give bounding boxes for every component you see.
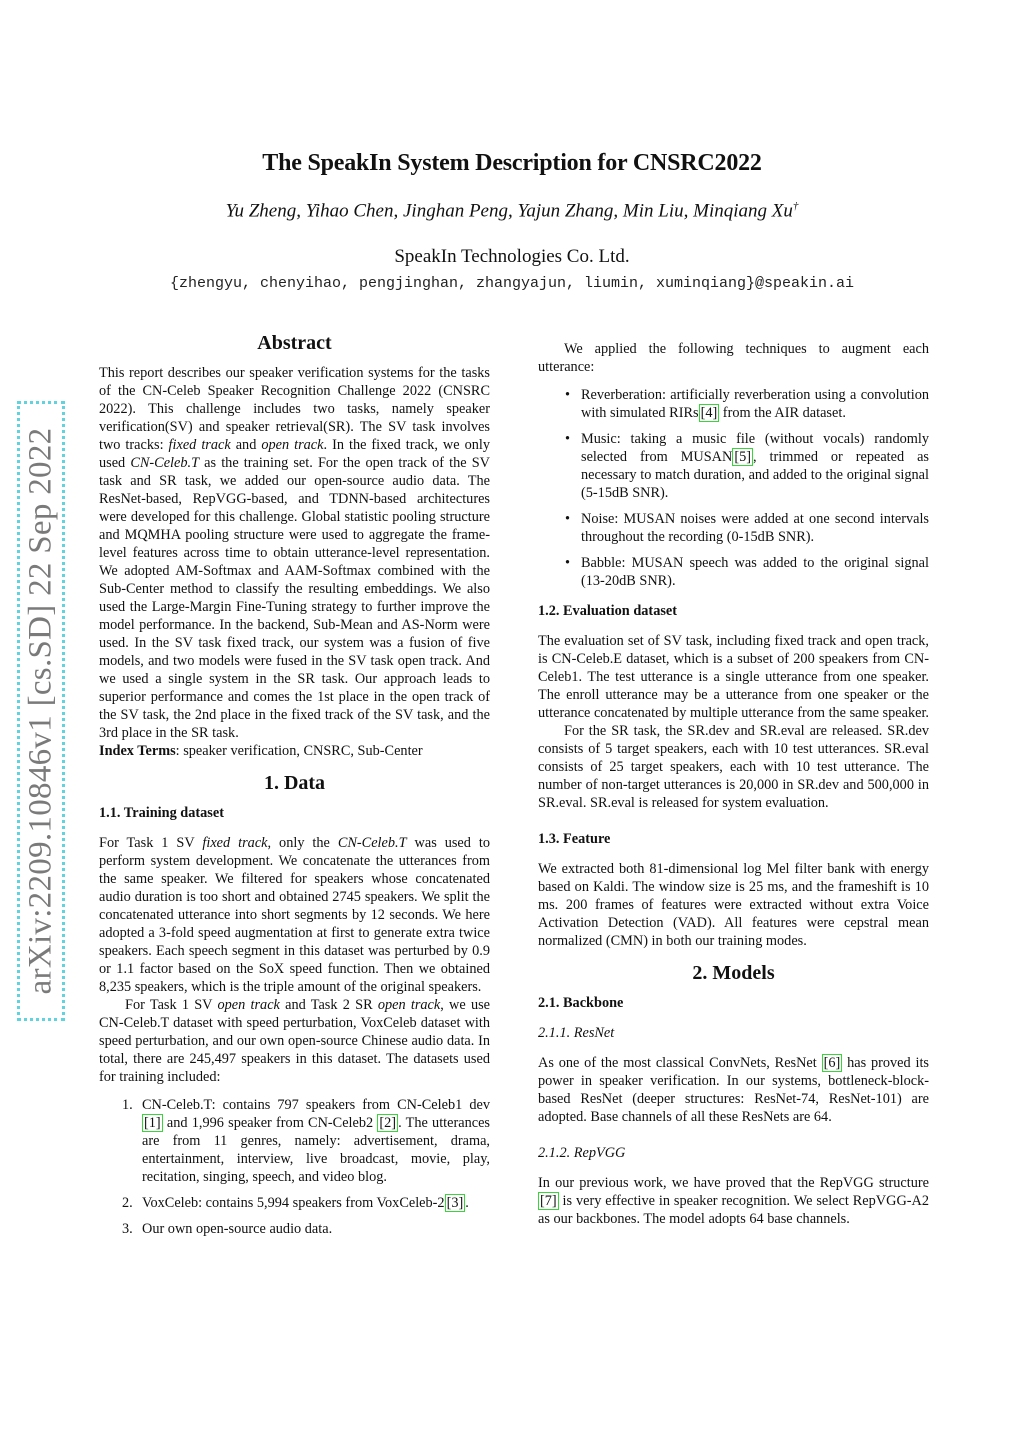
arxiv-stamp[interactable] (17, 401, 65, 1021)
list-item: 2. VoxCeleb: contains 5,994 speakers from VoxCeleb-2 [3] . (122, 1195, 469, 1211)
list-item: 3. Our own open-source audio data. (122, 1221, 333, 1237)
augmentation-list (538, 386, 929, 590)
abstract-heading: Abstract (257, 332, 332, 354)
evaluation-paragraph-2: For the SR task, the SR.dev and SR.eval are released. SR.dev consists of 5 target speakers, each with 10 test utterances. SR.eval consists of 25 target speakers, each with 10 test utterance. The number of non-target utterances is 20,000 in SR.dev and 500,000 in SR.eval. SR.eval is released for system evaluation. (538, 723, 929, 811)
citation-link[interactable]: [4] (700, 405, 718, 421)
subsection-heading-backbone: 2.1. Backbone (538, 995, 624, 1011)
subsection-heading-training: 1.1. Training dataset (99, 805, 224, 821)
list-item: • Reverberation: artificially reverberation using a convolution with simulated RIRs [4] from the AIR dataset. (581, 386, 929, 422)
section-heading-data: 1. Data (263, 772, 326, 794)
subsection-heading-feature: 1.3. Feature (538, 831, 611, 847)
email-list: {zhengyu, chenyihao, pengjinghan, zhangyajun, liumin, xuminqiang}@speakin.ai (169, 275, 855, 292)
augmentation-intro: We applied the following techniques to augment each utterance: (538, 341, 929, 375)
abstract-text: This report describes our speaker verification systems for the tasks of the CN-Celeb Speaker Recognition Challenge 2022 (CNSRC 2022). This challenge includes two tasks, namely speaker verification(SV) and speaker retrieval(SR). The SV task involves two tracks: fixed track and open track. In the fixed track, we only used CN-Celeb.T as the training set. For the open track of the SV task and SR task, we added our open-source audio data. The ResNet-based, RepVGG-based, and TDNN-based architectures were developed for this challenge. Global statistic pooling structure and MQMHA pooling structure were used to aggregate the frame-level features across time to obtain utterance-level representation. We adopted AM-Softmax and AAM-Softmax combined with the Sub-Center method to classify the resulting embeddings. We also used the Large-Margin Fine-Tuning strategy to further improve the model performance. In the backend, Sub-Mean and AS-Norm were used. In the SV task fixed track, our system was a fusion of five models, and two models were fused in the SV task open track. And we used a single system in the SR task. Our approach leads to superior performance and comes the 1st place in the open track of the SV task, the 2nd place in the fixed track of the SV task, and the 3rd place in the SR task. (99, 365, 491, 741)
citation-link[interactable]: [5] (734, 449, 752, 465)
section-heading-models: 2. Models (692, 962, 775, 984)
citation-link[interactable]: [2] (379, 1115, 397, 1131)
paper-title: The SpeakIn System Description for CNSRC2022 (262, 150, 762, 176)
citation-link[interactable]: [6] (823, 1055, 841, 1071)
author-names: Yu Zheng, Yihao Chen, Jinghan Peng, Yajun Zhang, Min Liu, Minqiang Xu (225, 200, 793, 222)
subsection-heading-evaluation: 1.2. Evaluation dataset (538, 603, 678, 619)
right-column (538, 340, 929, 1228)
arxiv-stamp-text[interactable]: arXiv:2209.10846v1 [cs.SD] 22 Sep 2022 (22, 427, 59, 995)
citation-link[interactable]: [1] (144, 1115, 161, 1131)
feature-paragraph: We extracted both 81-dimensional log Mel filter bank with energy based on Kaldi. The window size is 25 ms, and the frameshift is 10 ms. 200 frames of features were extracted without extra Voice Activation Detection (VAD). All features were cepstral mean normalized (CMN) in both our training modes. (538, 861, 929, 949)
training-paragraph-1: For Task 1 SV fixed track, only the CN-Celeb.T was used to perform system development. We concatenate the utterances from the same speaker. We filtered for speakers whose concatenated audio duration is too short and obtained 2745 speakers. We split the concatenated utterance into short segments by 12 seconds. We here adopted a 3-fold speed augmentation at first to generate extra twice speakers. Each speech segment in this dataset was perturbed by 0.9 or 1.1 factor based on the SoX speed function. Then we obtained 8,235 speakers, which is the triple amount of the original speakers. (99, 835, 490, 995)
author-mark: † (792, 200, 799, 212)
list-item: 1. CN-Celeb.T: contains 797 speakers from CN-Celeb1 dev [1] and 1,996 speaker from CN-Celeb2 [2] . The utterances are from 11 genres, namely: advertisement, drama, entertainment, interview, live broadcast, movie, play, recitation, singing, speech, and video blog. (122, 1097, 490, 1185)
evaluation-paragraph-1: The evaluation set of SV task, including fixed track and open track, is CN-Celeb.E dataset, which is a subset of 200 speakers from CN-Celeb1. The test utterance is a single utterance from one speaker. The enroll utterance may be a utterance from one speaker or the utterance concatenated by multiple utterance from the same speaker. (538, 633, 930, 721)
list-item: • Music: taking a music file (without vocals) randomly selected from MUSAN [5] , trimmed or repeated as necessary to match duration, and added to the original signal (5-15dB SNR). (581, 430, 929, 502)
list-item: • Babble: MUSAN speech was added to the original signal (13-20dB SNR). (581, 554, 929, 590)
list-item: • Noise: MUSAN noises were added at one second intervals throughout the recording (0-15dB SNR). (581, 510, 929, 546)
citation-link[interactable]: [3] (446, 1195, 464, 1211)
subsubsection-heading-resnet: 2.1.1. ResNet (538, 1025, 615, 1041)
index-terms: Index Terms: speaker verification, CNSRC, Sub-Center (99, 743, 423, 759)
citation-link[interactable]: [7] (540, 1193, 557, 1209)
resnet-paragraph: As one of the most classical ConvNets, ResNet [6] has proved its power in speaker verification. In our systems, bottleneck-block-based ResNet (deeper structures: ResNet-74, ResNet-101) are adopted. Base channels of all these ResNets are 64. (538, 1055, 929, 1125)
dataset-list (99, 1096, 490, 1238)
author-list (0, 200, 1024, 222)
repvgg-paragraph: In our previous work, we have proved that the RepVGG structure [7] is very effective in speaker recognition. We select RepVGG-A2 as our backbones. The model adopts 64 base channels. (538, 1175, 929, 1227)
subsubsection-heading-repvgg: 2.1.2. RepVGG (538, 1145, 626, 1161)
training-paragraph-2: For Task 1 SV open track and Task 2 SR open track, we use CN-Celeb.T dataset with speed perturbation, VoxCeleb dataset with speed perturbation, and our own open-source Chinese audio data. In total, there are 245,497 speakers in this dataset. The datasets used for training included: (99, 997, 491, 1085)
affiliation: SpeakIn Technologies Co. Ltd. (394, 246, 630, 267)
left-column (99, 334, 490, 1246)
